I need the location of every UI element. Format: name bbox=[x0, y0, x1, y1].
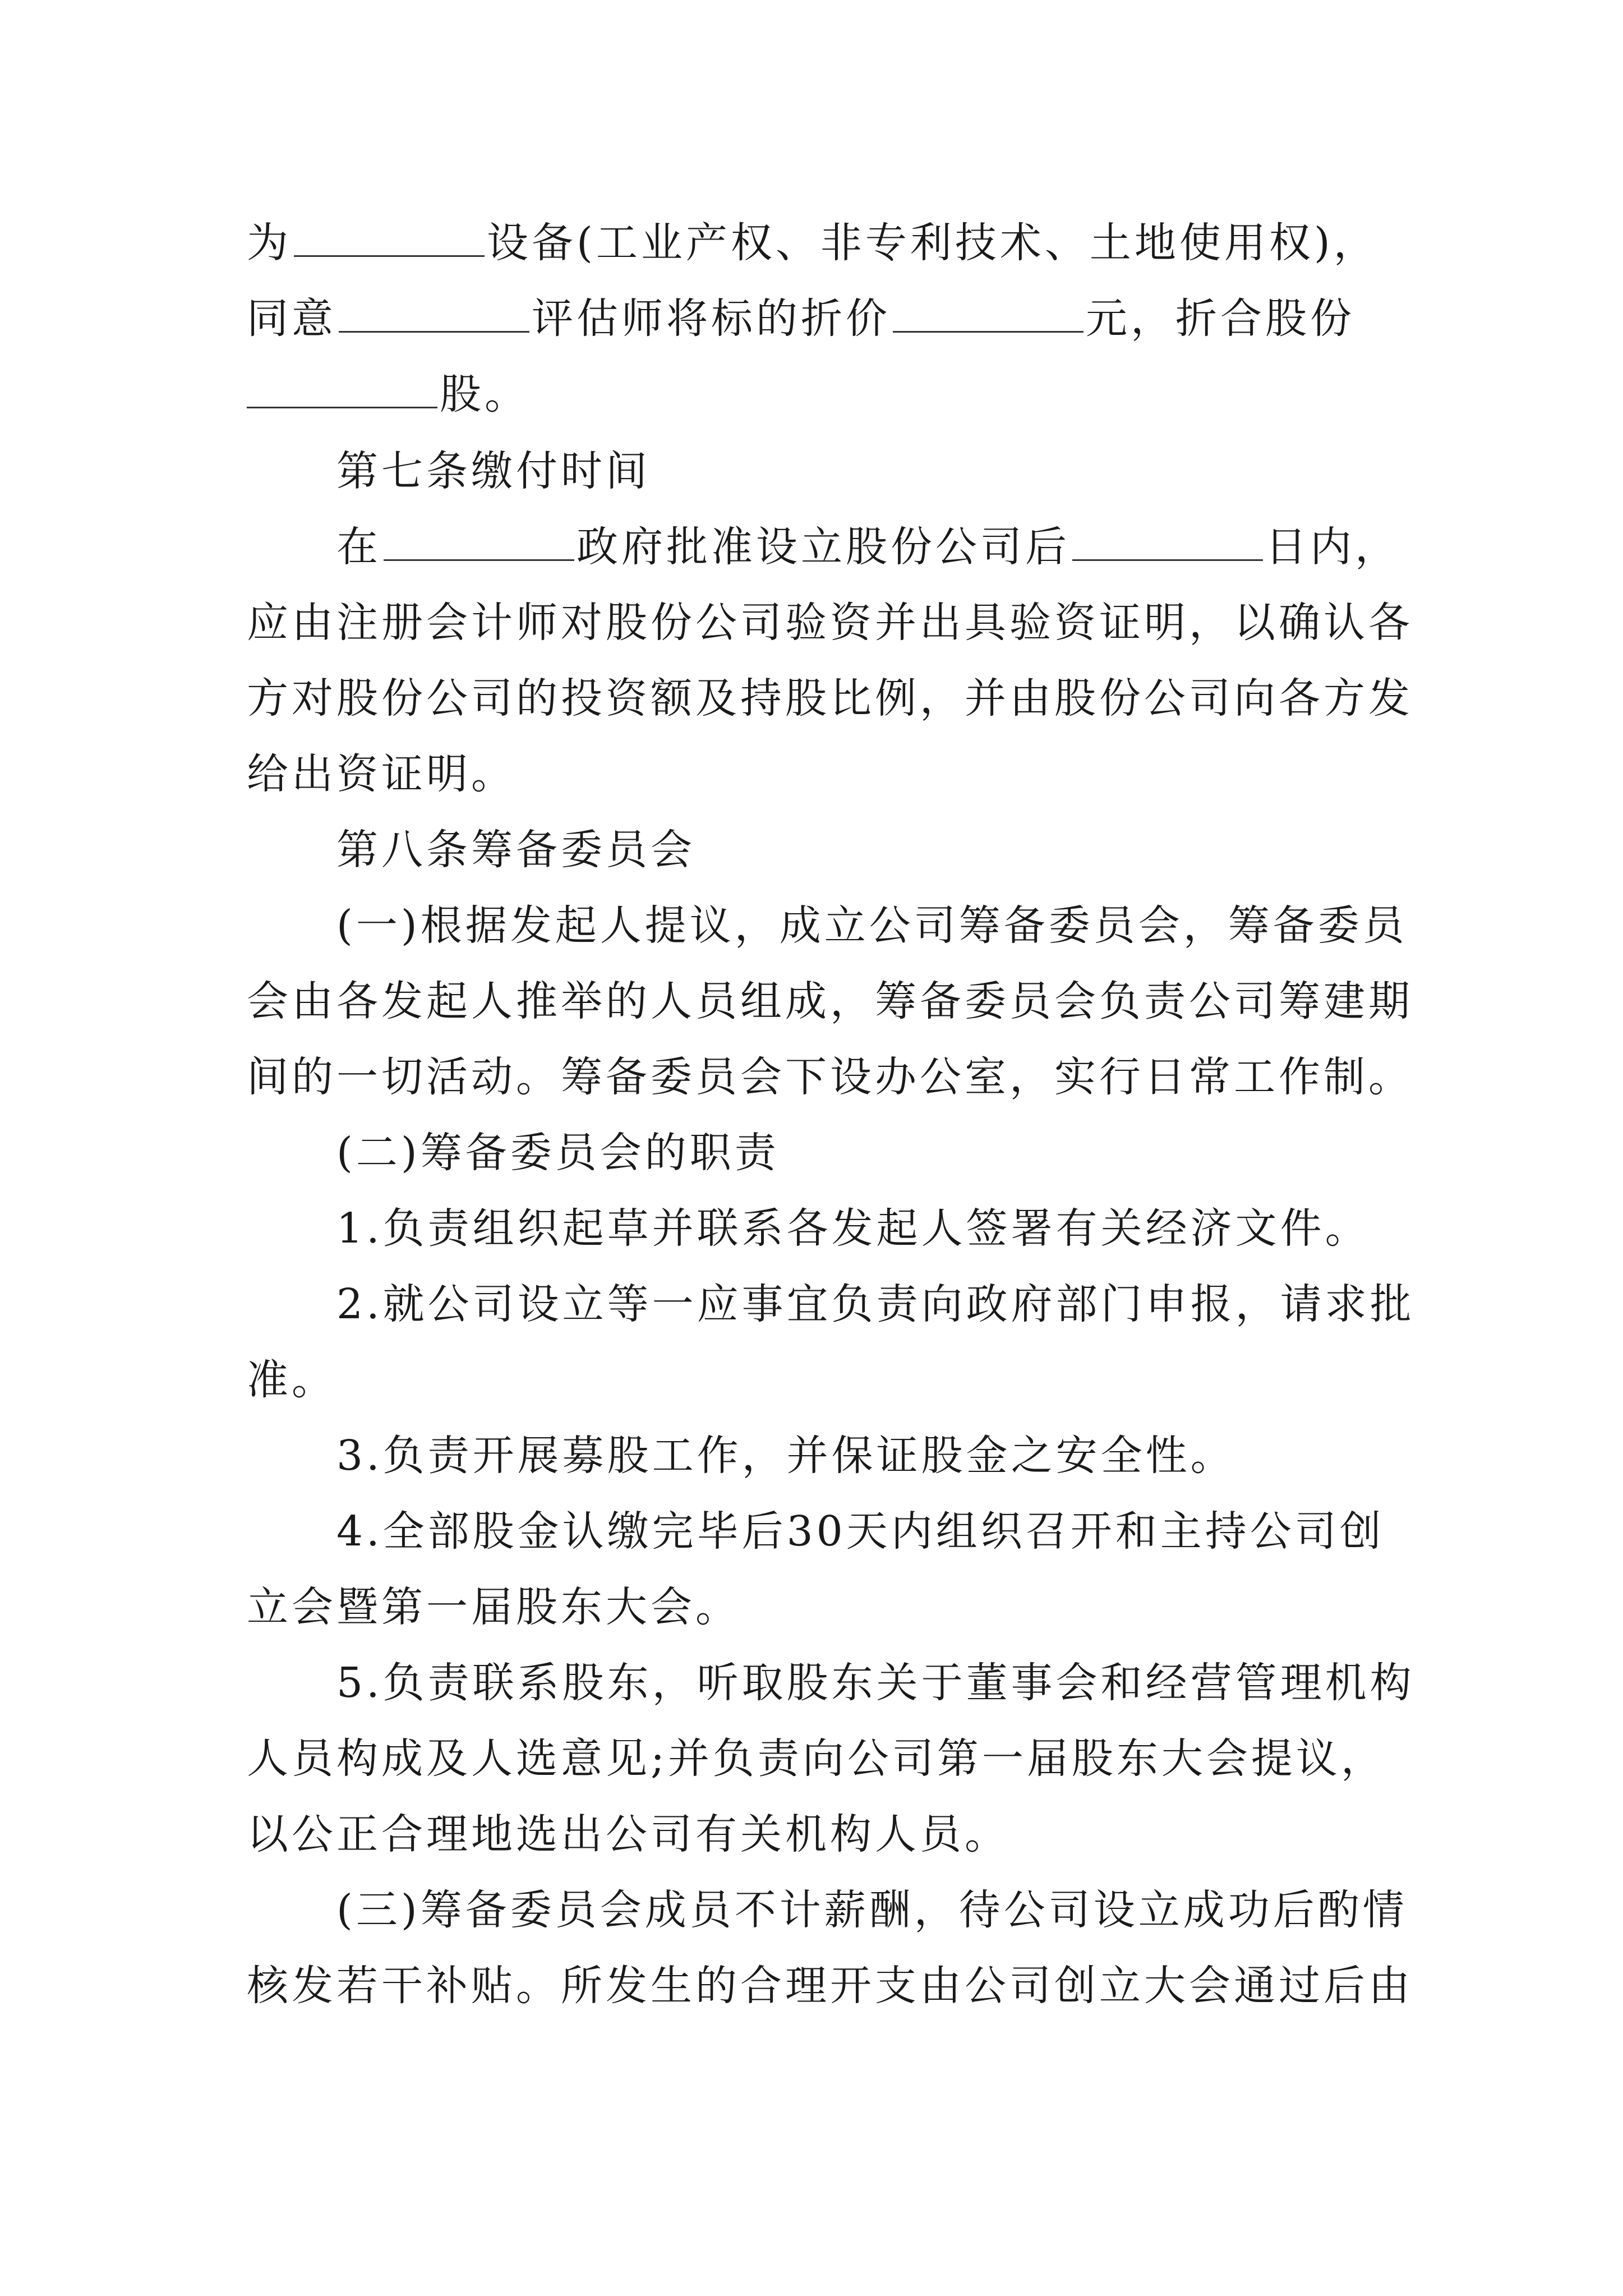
text-line: 核发若干补贴。所发生的合理开支由公司创立大会通过后由 bbox=[247, 1962, 1413, 2010]
text-line: (三)筹备委员会成员不计薪酬，待公司设立成功后酌情 bbox=[336, 1886, 1408, 1934]
text-segment: 为 bbox=[247, 219, 292, 267]
fill-in-blank bbox=[247, 373, 437, 408]
list-item: 5.负责联系股东，听取股东关于董事会和经营管理机构 bbox=[336, 1659, 1415, 1707]
fill-in-blank bbox=[339, 297, 529, 333]
fill-in-blank bbox=[294, 222, 485, 257]
fill-in-blank bbox=[384, 526, 574, 561]
text-line bbox=[247, 291, 1402, 347]
fill-in-blank bbox=[893, 297, 1083, 333]
list-item: 2.就公司设立等一应事宜负责向政府部门申报，请求批 bbox=[336, 1280, 1415, 1328]
text-segment: 在 bbox=[336, 523, 381, 571]
text-line: 间的一切活动。筹备委员会下设办公室，实行日常工作制。 bbox=[247, 1053, 1413, 1101]
text-line: 会由各发起人推举的人员组成，筹备委员会负责公司筹建期 bbox=[247, 977, 1413, 1025]
text-line: 给出资证明。 bbox=[247, 750, 516, 798]
text-segment: 政府批准设立股份公司后 bbox=[577, 523, 1070, 571]
list-item: 3.负责开展募股工作，并保证股金之安全性。 bbox=[336, 1432, 1235, 1480]
text-segment: 同意 bbox=[247, 295, 336, 343]
fill-in-blank bbox=[1072, 526, 1263, 561]
text-line: 应由注册会计师对股份公司验资并出具验资证明，以确认各 bbox=[247, 599, 1413, 647]
text-segment: 日内， bbox=[1265, 523, 1400, 571]
article-heading: 第八条筹备委员会 bbox=[336, 826, 695, 874]
text-segment: 评估师将标的折价 bbox=[532, 295, 891, 343]
text-line bbox=[247, 215, 1402, 271]
text-segment: 设备(工业产权、非专利技术、土地使用权)， bbox=[487, 219, 1378, 267]
text-line bbox=[247, 366, 1402, 422]
text-segment: 股。 bbox=[440, 370, 529, 418]
text-line bbox=[336, 519, 1402, 575]
text-line: 人员构成及人选意见;并负责向公司第一届股东大会提议， bbox=[247, 1734, 1386, 1783]
list-item: 1.负责组织起草并联系各发起人签署有关经济文件。 bbox=[336, 1204, 1370, 1253]
text-line: 立会暨第一届股东大会。 bbox=[247, 1583, 740, 1631]
section-heading: (二)筹备委员会的职责 bbox=[336, 1129, 780, 1177]
list-item: 4.全部股金认缴完毕后30天内组织召开和主持公司创 bbox=[336, 1507, 1385, 1556]
text-line: 准。 bbox=[247, 1356, 336, 1404]
text-line: (一)根据发起人提议，成立公司筹备委员会，筹备委员 bbox=[336, 901, 1408, 950]
text-line: 方对股份公司的投资额及持股比例，并由股份公司向各方发 bbox=[247, 674, 1413, 723]
text-line: 以公正合理地选出公司有关机构人员。 bbox=[247, 1810, 1009, 1858]
article-heading: 第七条缴付时间 bbox=[336, 447, 651, 495]
text-segment: 元，折合股份 bbox=[1086, 295, 1355, 343]
